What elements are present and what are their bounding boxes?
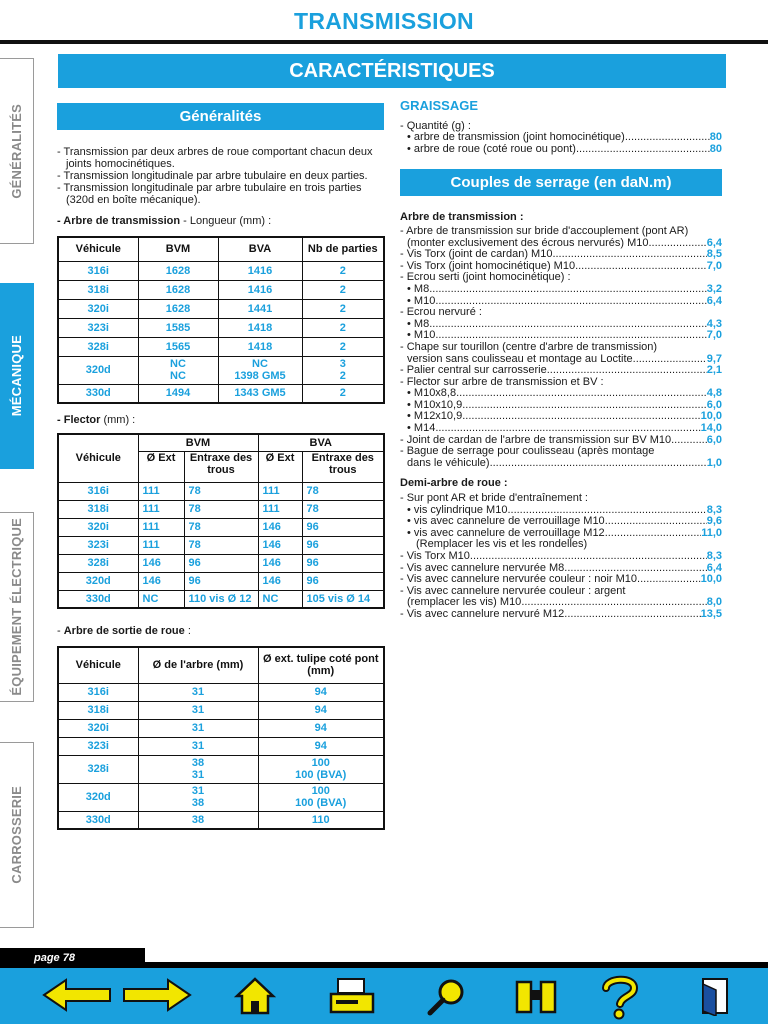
table-cell: 94: [258, 719, 384, 737]
table-cell: NC: [138, 590, 184, 608]
table-cell: NC 1398 GM5: [218, 356, 302, 384]
demi-arbre-subheading: Demi-arbre de roue :: [400, 477, 508, 490]
search-icon[interactable]: [425, 976, 469, 1016]
spec-row: (remplacer les vis) M10 ..... 8,0: [400, 597, 722, 609]
table-cell: 96: [302, 518, 384, 536]
print-icon[interactable]: [328, 976, 376, 1016]
table-cell: 1343 GM5: [218, 384, 302, 403]
table-cell: 146: [258, 536, 302, 554]
graissage-item: • arbre de transmission (joint homocinétique) ..... 80: [400, 132, 722, 144]
table-row: [58, 719, 384, 737]
table-row: [58, 755, 384, 783]
column-header: Ø Ext: [138, 451, 184, 482]
table-row: [58, 356, 384, 384]
table-cell: 96: [302, 572, 384, 590]
table-cell: 110 vis Ø 12: [184, 590, 258, 608]
table-cell: 146: [138, 554, 184, 572]
arbre-transmission-subheading: Arbre de transmission :: [400, 211, 524, 224]
table-cell: 330d: [58, 811, 138, 829]
table-cell: 2: [302, 261, 384, 280]
arrow-right-icon[interactable]: [122, 978, 192, 1012]
table-cell: 320i: [58, 299, 138, 318]
spec-row: • M10x10,9 ..... 6,0: [400, 400, 722, 412]
table-cell: 320d: [58, 356, 138, 384]
spec-row: • M8 ..... 3,2: [400, 284, 722, 296]
table-cell: 96: [302, 554, 384, 572]
column-header: Ø ext. tulipe coté pont (mm): [258, 647, 384, 683]
table-cell: 316i: [58, 683, 138, 701]
table-cell: 320d: [58, 572, 138, 590]
table-row: [58, 518, 384, 536]
table-cell: 38 31: [138, 755, 258, 783]
generalites-list: [57, 146, 385, 206]
table-cell: 100 100 (BVA): [258, 755, 384, 783]
table-cell: 78: [184, 536, 258, 554]
arbre-transmission-label: - Arbre de transmission - Longueur (mm) :: [57, 215, 272, 227]
tab-carrosserie[interactable]: [0, 742, 34, 928]
table-cell: 1418: [218, 337, 302, 356]
spec-line: - Chape sur tourillon (centre d'arbre de transmission): [400, 340, 658, 353]
table-row: [58, 337, 384, 356]
table-row: [58, 261, 384, 280]
table-cell: 111: [258, 482, 302, 500]
table-row: [58, 683, 384, 701]
table-row: [58, 590, 384, 608]
list-item: - Transmission longitudinale par arbre tubulaire en trois parties (320d en boîte mécanique).: [57, 182, 362, 206]
table-cell: 111: [258, 500, 302, 518]
column-header: Ø Ext: [258, 451, 302, 482]
table-cell: 330d: [58, 384, 138, 403]
table-row: [58, 701, 384, 719]
list-item: - Transmission par deux arbres de roue comportant chacun deux joints homocinétiques.: [57, 146, 373, 170]
spec-line: - Ecrou nervuré :: [400, 306, 482, 319]
spec-row: • vis avec cannelure de verrouillage M10 ..... 9,6: [400, 516, 722, 528]
arbre-sortie-table: [57, 646, 385, 830]
home-icon[interactable]: [234, 976, 276, 1016]
column-header: Entraxe des trous: [302, 451, 384, 482]
footer-nav: [0, 968, 768, 1024]
table-cell: 1418: [218, 318, 302, 337]
tab-mecanique[interactable]: [0, 283, 34, 469]
spec-row: • M12x10,9 ..... 10,0: [400, 411, 722, 423]
table-row: [58, 482, 384, 500]
table-row: [58, 737, 384, 755]
column-header: Nb de parties: [302, 237, 384, 261]
table-cell: 1585: [138, 318, 218, 337]
table-cell: 1416: [218, 280, 302, 299]
spec-row: - Vis avec cannelure nervurée couleur : noir M10 ..... 10,0: [400, 574, 722, 586]
table-cell: 1628: [138, 299, 218, 318]
table-cell: 320i: [58, 719, 138, 737]
arbre-sortie-label: - Arbre de sortie de roue :: [57, 625, 191, 637]
table-cell: 323i: [58, 737, 138, 755]
table-cell: 2: [302, 299, 384, 318]
spec-row: version sans coulisseau et montage au Loctite ..... 9,7: [400, 354, 722, 366]
couples-heading: Couples de serrage (en daN.m): [400, 169, 722, 196]
table-cell: 110: [258, 811, 384, 829]
table-cell: 318i: [58, 701, 138, 719]
table-cell: 320i: [58, 518, 138, 536]
page-title: TRANSMISSION: [294, 8, 474, 34]
table-cell: 31: [138, 737, 258, 755]
header-rule: [0, 40, 768, 44]
table-row: [58, 280, 384, 299]
spec-row: • vis avec cannelure de verrouillage M12 ..... 11,0: [400, 528, 722, 540]
table-cell: NC: [258, 590, 302, 608]
spec-note: (Remplacer les vis et les rondelles): [416, 538, 588, 551]
table-row: [58, 384, 384, 403]
spec-line: - Bague de serrage pour coulisseau (après montage: [400, 445, 655, 458]
tab-label: ÉQUIPEMENT ÉLECTRIQUE: [9, 518, 24, 696]
table-cell: 328i: [58, 337, 138, 356]
table-cell: 96: [184, 554, 258, 572]
generalites-heading: Généralités: [57, 103, 384, 130]
exit-icon[interactable]: [700, 976, 730, 1016]
table-cell: 31 38: [138, 783, 258, 811]
spec-row: - Vis Torx (joint de cardan) M10 ..... 8,5: [400, 249, 722, 261]
table-cell: 94: [258, 737, 384, 755]
spec-row: - Vis Torx (joint homocinétique) M10 ..... 7,0: [400, 261, 722, 273]
spec-line: - Sur pont AR et bride d'entraînement :: [400, 492, 588, 505]
table-cell: 111: [138, 500, 184, 518]
table-cell: 31: [138, 701, 258, 719]
table-row: [58, 554, 384, 572]
table-cell: 1565: [138, 337, 218, 356]
table-cell: 318i: [58, 500, 138, 518]
table-cell: 1628: [138, 280, 218, 299]
column-header: Véhicule: [58, 434, 138, 482]
tab-label: MÉCANIQUE: [9, 335, 24, 417]
table-cell: 111: [138, 536, 184, 554]
table-row: [58, 536, 384, 554]
page-number: page 78: [0, 948, 145, 968]
table-cell: 31: [138, 683, 258, 701]
spec-row: • M8 ..... 4,3: [400, 319, 722, 331]
table-cell: NC NC: [138, 356, 218, 384]
spec-row: - Vis avec cannelure nervurée M8 ..... 6,4: [400, 563, 722, 575]
table-cell: 316i: [58, 482, 138, 500]
help-icon[interactable]: [598, 974, 642, 1020]
column-header: BVA: [218, 237, 302, 261]
spec-row: • vis cylindrique M10 ..... 8,3: [400, 505, 722, 517]
table-row: [58, 783, 384, 811]
spec-row: • M10 ..... 7,0: [400, 330, 722, 342]
table-cell: 1416: [218, 261, 302, 280]
graissage-item: • arbre de roue (coté roue ou pont) ..... 80: [400, 144, 722, 156]
tab-equipement-electrique[interactable]: [0, 512, 34, 702]
table-cell: 1494: [138, 384, 218, 403]
column-header: Véhicule: [58, 647, 138, 683]
table-cell: 111: [138, 518, 184, 536]
section-title: CARACTÉRISTIQUES: [58, 54, 726, 88]
table-cell: 96: [184, 572, 258, 590]
table-cell: 111: [138, 482, 184, 500]
table-cell: 330d: [58, 590, 138, 608]
arbre-transmission-table: [57, 236, 385, 404]
table-cell: 328i: [58, 554, 138, 572]
spec-row: (monter exclusivement des écrous nervurés) M10 ..... 6,4: [400, 238, 722, 250]
arrow-left-icon[interactable]: [42, 978, 112, 1012]
spec-line: - Flector sur arbre de transmission et BV :: [400, 375, 604, 388]
table-cell: 78: [302, 482, 384, 500]
table-cell: 146: [138, 572, 184, 590]
table-row: [58, 572, 384, 590]
table-cell: 2: [302, 384, 384, 403]
table-cell: 96: [302, 536, 384, 554]
table-cell: 323i: [58, 318, 138, 337]
table-cell: 146: [258, 518, 302, 536]
table-row: [58, 500, 384, 518]
table-cell: 2: [302, 318, 384, 337]
spec-row: • M10x8,8 ..... 4,8: [400, 388, 722, 400]
table-cell: 2: [302, 280, 384, 299]
table-cell: 94: [258, 683, 384, 701]
column-header: BVM: [138, 237, 218, 261]
table-row: [58, 811, 384, 829]
table-cell: 100 100 (BVA): [258, 783, 384, 811]
flector-label: - Flector (mm) :: [57, 414, 136, 426]
table-cell: 2: [302, 337, 384, 356]
column-header: Ø de l'arbre (mm): [138, 647, 258, 683]
spec-line: - Ecrou serti (joint homocinétique) :: [400, 271, 571, 284]
table-cell: 323i: [58, 536, 138, 554]
spec-row: dans le véhicule) ..... 1,0: [400, 458, 722, 470]
table-cell: 1628: [138, 261, 218, 280]
spec-row: - Vis avec cannelure nervuré M12 ..... 13,5: [400, 609, 722, 621]
table-row: [58, 299, 384, 318]
tab-generalites[interactable]: [0, 58, 34, 244]
table-cell: 316i: [58, 261, 138, 280]
table-cell: 78: [302, 500, 384, 518]
flector-table: [57, 433, 385, 609]
list-item: - Transmission longitudinale par arbre tubulaire en deux parties.: [57, 170, 368, 182]
table-cell: 78: [184, 500, 258, 518]
table-cell: 38: [138, 811, 258, 829]
column-header: BVM: [138, 434, 258, 451]
table-cell: 94: [258, 701, 384, 719]
spec-row: - Palier central sur carrosserie ..... 2,1: [400, 365, 722, 377]
spec-line: - Vis avec cannelure nervurée couleur : argent: [400, 584, 626, 597]
spec-row: • M10 ..... 6,4: [400, 296, 722, 308]
table-cell: 328i: [58, 755, 138, 783]
table-cell: 3 2: [302, 356, 384, 384]
column-header: BVA: [258, 434, 384, 451]
tab-label: CARROSSERIE: [9, 786, 24, 884]
spec-row: • M14 ..... 14,0: [400, 423, 722, 435]
spec-row: - Vis Torx M10 ..... 8,3: [400, 551, 722, 563]
graissage-heading: GRAISSAGE: [400, 98, 479, 113]
table-cell: 31: [138, 719, 258, 737]
table-cell: 78: [184, 482, 258, 500]
table-cell: 1441: [218, 299, 302, 318]
table-cell: 318i: [58, 280, 138, 299]
tab-label: GÉNÉRALITÉS: [9, 103, 24, 199]
right-column: [400, 100, 722, 621]
table-cell: 320d: [58, 783, 138, 811]
column-header: Véhicule: [58, 237, 138, 261]
table-cell: 105 vis Ø 14: [302, 590, 384, 608]
spec-line: - Arbre de transmission sur bride d'accouplement (pont AR): [400, 224, 689, 237]
table-cell: 146: [258, 554, 302, 572]
column-header: Entraxe des trous: [184, 451, 258, 482]
binoculars-icon[interactable]: [512, 976, 560, 1016]
table-cell: 146: [258, 572, 302, 590]
graissage-quantite: - Quantité (g) :: [400, 119, 471, 132]
table-cell: 78: [184, 518, 258, 536]
table-row: [58, 318, 384, 337]
spec-row: - Joint de cardan de l'arbre de transmission sur BV M10 ..... 6,0: [400, 435, 722, 447]
